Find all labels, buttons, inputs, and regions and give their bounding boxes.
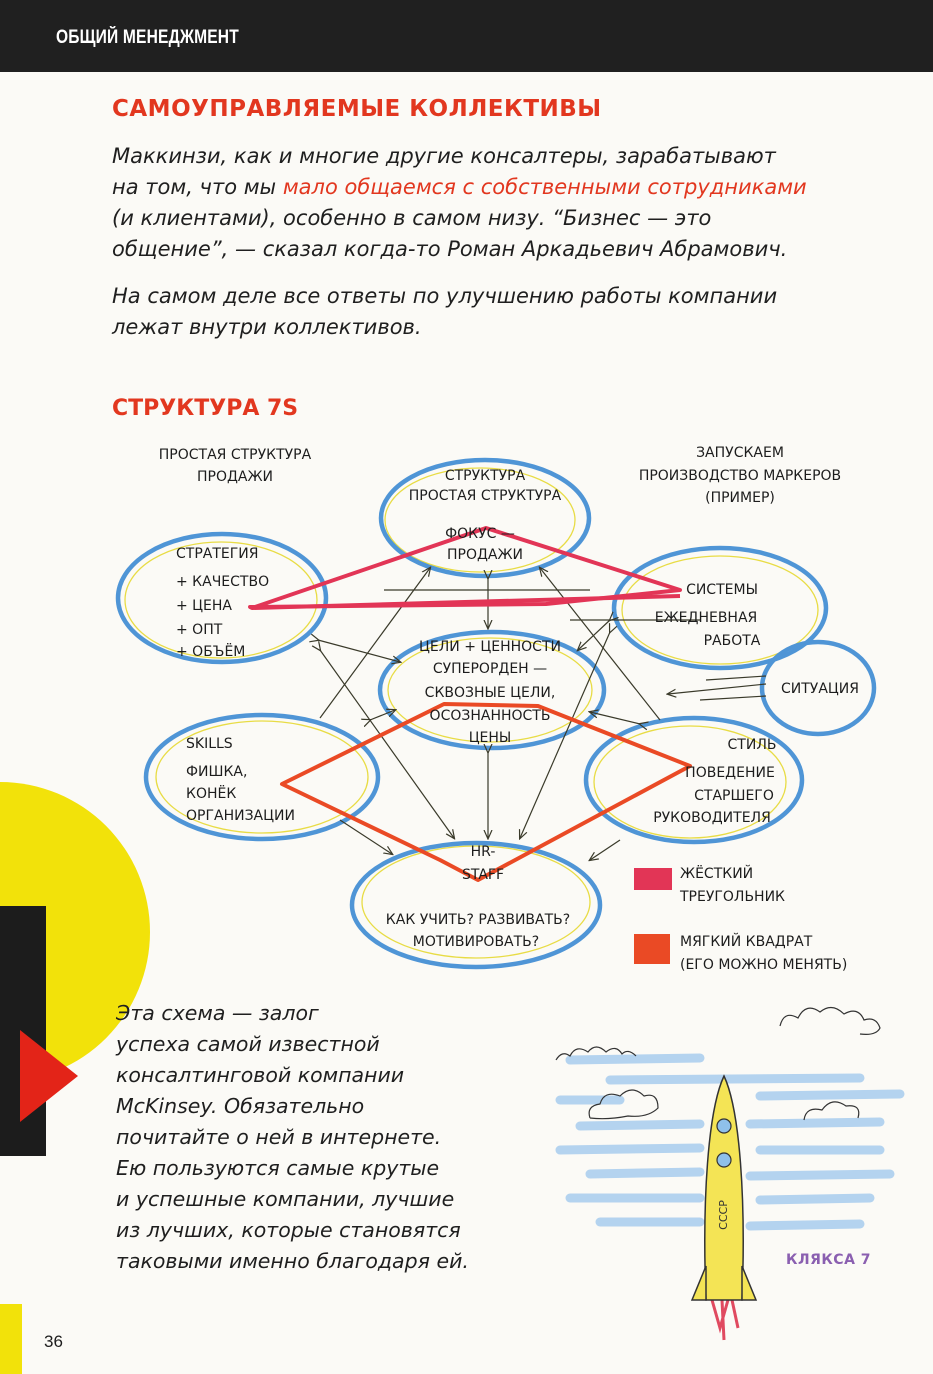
- structure-line-3: ФОКУС —: [445, 526, 515, 542]
- note-left-line-1: ПРОСТАЯ СТРУКТУРА: [158, 447, 312, 463]
- legend-soft-line-2: (ЕГО МОЖНО МЕНЯТЬ): [680, 957, 848, 973]
- strategy-line-4: + ОПТ: [176, 622, 223, 638]
- paragraph-1-line-4: общение”, — сказал когда-то Роман Аркадьевич Абрамович.: [112, 237, 788, 261]
- node-staff: [386, 844, 570, 950]
- strategy-line-2: + КАЧЕСТВО: [176, 574, 270, 590]
- rocket-icon: [692, 1076, 756, 1340]
- staff-line-1: HR-: [470, 844, 496, 860]
- rocket-text: СССР: [717, 1200, 730, 1230]
- bottom-line-9: таковыми именно благодаря ей.: [116, 1249, 469, 1273]
- legend-hard-swatch: [634, 868, 672, 890]
- structure-line-1: СТРУКТУРА: [444, 468, 526, 484]
- bottom-line-8: из лучших, которые становятся: [116, 1218, 461, 1242]
- paragraph-2-line-2: лежат внутри коллективов.: [112, 315, 422, 339]
- systems-line-1: СИСТЕМЫ: [686, 582, 758, 598]
- section-title-self-managed: САМОУПРАВЛЯЕМЫЕ КОЛЛЕКТИВЫ: [112, 96, 602, 122]
- staff-line-2: STAFF: [461, 867, 505, 883]
- style-line-4: РУКОВОДИТЕЛЯ: [653, 810, 771, 826]
- strategy-line-1: СТРАТЕГИЯ: [176, 546, 259, 562]
- bottom-paragraph: [116, 998, 469, 1277]
- paragraph-1-line-3: (и клиентами), особенно в самом низу. “Бизнес — это: [112, 206, 712, 230]
- strategy-line-3: + ЦЕНА: [176, 598, 232, 614]
- node-style: [653, 737, 776, 826]
- bottom-line-1: Эта схема — залог: [116, 1001, 319, 1025]
- section-title-7s: СТРУКТУРА 7S: [112, 396, 299, 421]
- situation-label: СИТУАЦИЯ: [781, 681, 859, 697]
- bottom-line-5: почитайте о ней в интернете.: [116, 1125, 442, 1149]
- staff-line-3: КАК УЧИТЬ? РАЗВИВАТЬ?: [385, 912, 571, 928]
- note-right-line-2: ПРОИЗВОДСТВО МАРКЕРОВ: [638, 468, 842, 484]
- style-line-1: СТИЛЬ: [727, 737, 777, 753]
- note-left-line-2: ПРОДАЖИ: [196, 469, 274, 485]
- skills-line-3: КОНЁК: [186, 786, 237, 802]
- note-right-line-1: ЗАПУСКАЕМ: [696, 445, 784, 461]
- values-line-4: ОСОЗНАННОСТЬ: [429, 708, 551, 724]
- structure-line-2: ПРОСТАЯ СТРУКТУРА: [408, 488, 562, 504]
- bottom-line-6: Ею пользуются самые крутые: [116, 1156, 440, 1180]
- legend-soft-line-1: МЯГКИЙ КВАДРАТ: [680, 934, 813, 950]
- page-number: 36: [44, 1332, 63, 1351]
- header-title: ОБЩИЙ МЕНЕДЖМЕНТ: [56, 27, 239, 48]
- legend-hard-line-1: ЖЁСТКИЙ: [680, 866, 754, 882]
- values-line-2: СУПЕРОРДЕН —: [432, 661, 548, 677]
- node-values: [419, 639, 561, 746]
- paragraph-1-highlight: мало общаемся с собственными сотрудниками: [282, 175, 807, 199]
- skills-line-1: SKILLS: [186, 736, 233, 752]
- bottom-line-3: консалтинговой компании: [116, 1063, 405, 1087]
- legend-soft-swatch: [634, 934, 670, 964]
- paragraph-1-line-2-start: на том, что мы: [112, 175, 283, 199]
- structure-line-4: ПРОДАЖИ: [446, 547, 524, 563]
- legend-hard-line-2: ТРЕУГОЛЬНИК: [680, 889, 785, 905]
- strategy-line-5: + ОБЪЁМ: [176, 644, 246, 660]
- node-strategy: [176, 546, 269, 660]
- bottom-line-4: McKinsey. Обязательно: [116, 1094, 365, 1118]
- node-structure: [409, 468, 562, 563]
- values-line-3: СКВОЗНЫЕ ЦЕЛИ,: [424, 685, 556, 701]
- circle-systems: [614, 548, 826, 668]
- note-right-line-3: (ПРИМЕР): [705, 490, 775, 506]
- values-line-1: ЦЕЛИ + ЦЕННОСТИ: [419, 639, 561, 655]
- systems-line-3: РАБОТА: [703, 633, 761, 649]
- skills-line-4: ОРГАНИЗАЦИИ: [186, 808, 295, 824]
- yellow-strip-decoration: [0, 1304, 22, 1374]
- systems-line-2: ЕЖЕДНЕВНАЯ: [654, 610, 758, 626]
- blot-label: КЛЯКСА 7: [786, 1252, 872, 1268]
- bottom-line-2: успеха самой известной: [116, 1032, 380, 1056]
- node-skills: [186, 736, 295, 824]
- style-line-3: СТАРШЕГО: [694, 788, 774, 804]
- values-line-5: ЦЕНЫ: [468, 730, 512, 746]
- paragraph-2-line-1: На самом деле все ответы по улучшению работы компании: [112, 284, 778, 308]
- bottom-line-7: и успешные компании, лучшие: [116, 1187, 455, 1211]
- staff-line-4: МОТИВИРОВАТЬ?: [412, 934, 540, 950]
- style-line-2: ПОВЕДЕНИЕ: [685, 765, 775, 781]
- paragraph-1-line-1: Маккинзи, как и многие другие консалтеры, зарабатывают: [112, 144, 776, 168]
- sky-illustration: [556, 1007, 900, 1340]
- skills-line-2: ФИШКА,: [186, 764, 248, 780]
